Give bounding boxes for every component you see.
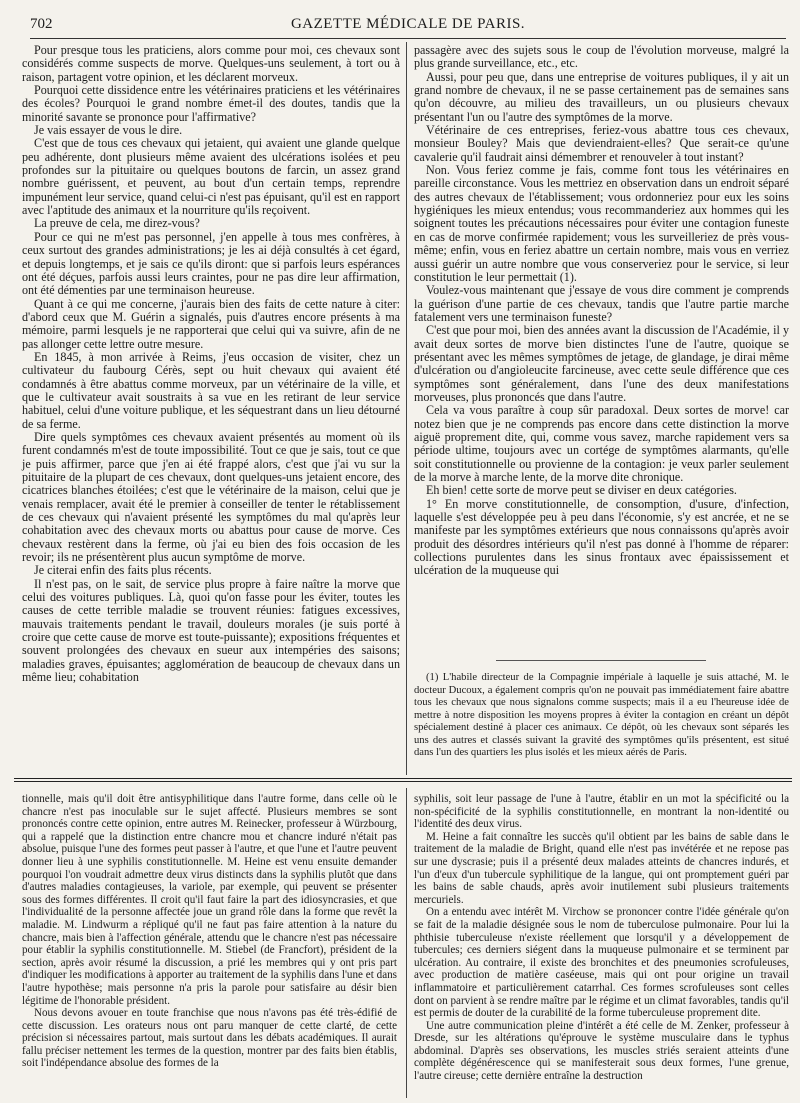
right-column bbox=[414, 44, 789, 578]
paragraph: passagère avec des sujets sous le coup de l'évolution morveuse, malgré la plus grande surveillance, etc., etc. bbox=[414, 43, 789, 71]
section-rule-bottom bbox=[14, 781, 792, 782]
paragraph: syphilis, soit leur passage de l'une à l'autre, établir en un mot la spécificité ou la non-spécificité de la syphilis constitutionnelle, en montrant la non-identité ou l'identité des deux virus. bbox=[414, 793, 789, 831]
paragraph: On a entendu avec intérêt M. Virchow se prononcer contre l'idée générale qu'on se fait de la maladie désignée sous le nom de tuberculose pulmonaire. Pour lui la phthisie tuberculeuse n'existe réellement que lorsqu'il y a développement de tubercules; ces derniers siégent dans la muqueuse pulmonaire et se terminent par ulcération. Au contraire, il existe des bronchites et des pneumonies scrofuleuses, avec production de matière caséeuse, mais qui ont pour origine un travail inflammatoire et particulièrement catarrhal. Ces formes scrofuleuses sont celles dont on parvient à se rendre maître par le régime et un climat favorables, tandis qu'il est permis de douter de la curabilité de la forme tuberculeuse proprement dite. bbox=[414, 906, 789, 1020]
running-title: GAZETTE MÉDICALE DE PARIS. bbox=[290, 16, 526, 32]
footnote-rule bbox=[496, 660, 706, 661]
paragraph: La preuve de cela, me direz-vous? bbox=[34, 216, 200, 231]
running-header bbox=[30, 14, 786, 36]
paragraph: Pour ce qui ne m'est pas personnel, j'en appelle à tous mes confrères, à ceux surtout des grandes administrations; je les ai déjà consultés à cet égard, et depuis longtemps, et je sais ce qu'ils diront: que si parfois leurs espérances ont été déçues, parfois aussi leurs craintes, pour ne pas dire leur affirmation, ont été démenties par une terminaison heureuse. bbox=[22, 229, 400, 298]
paragraph: Je vais essayer de vous le dire. bbox=[34, 123, 183, 138]
column-divider bbox=[406, 42, 407, 775]
footnote-text: (1) L'habile directeur de la Compagnie impériale à laquelle je suis attaché, M. le docteur Ducoux, a également compris qu'on ne pouvait pas immédiatement faire abattre tous les chevaux que nous signalons comme suspects; mais il a eu l'heureuse idée de mettre à notre disposition les moyens propres à éviter la contagion en créant un dépôt spécialement destiné à placer ces animaux. Ce dépôt, où les chevaux sont séparés les uns des autres et classés suivant la gravité des symptômes qu'ils présentent, est situé dans l'un des quartiers les plus isolés et les mieux aérés de Paris. bbox=[414, 672, 789, 758]
footnote bbox=[414, 672, 789, 760]
section-rule-top bbox=[14, 778, 792, 779]
paragraph: Aussi, pour peu que, dans une entreprise de voitures publiques, il y ait un grand nombre de chevaux, il ne se passe certainement pas de semaines sans qu'on découvre, au milieu des travailleurs, un ou plusieurs chevaux présentant l'un ou l'autre des symptômes de la morve. bbox=[414, 69, 789, 124]
page-number: 702 bbox=[30, 16, 53, 32]
paragraph: Pourquoi cette dissidence entre les vétérinaires praticiens et les vétérinaires des écoles? Pourquoi le grand nombre émet-il des doutes, tandis que la minorité savante se prononce pour l'affirmative? bbox=[22, 83, 400, 124]
paragraph: Il n'est pas, on le sait, de service plus propre à faire naître la morve que celui des voitures publiques. Là, quoi qu'on fasse pour les éviter, toutes les causes de cette terrible maladie se trouvent réunies: fatigues excessives, mauvais traitements pendant le travail, douleurs morales (je suis porté à croire que cette cause de morve est toute-puissante); expositions fréquentes et souvent prolongées des chevaux en sueur aux intempéries des saisons; maladies graves, épuisantes; agglomération de beaucoup de chevaux dans un même lieu; cohabitation bbox=[22, 576, 400, 685]
paragraph: Nous devons avouer en toute franchise que nous n'avons pas été très-édifié de cette discussion. Les orateurs nous ont paru manquer de cette clarté, de cette précision si nécessaires partout, mais surtout dans les débats académiques. Il aurait fallu préciser nettement les termes de la question, montrer par des faits bien établis, soit l'indépendance absolue des formes de la bbox=[22, 1007, 397, 1070]
paragraph: Je citerai enfin des faits plus récents. bbox=[34, 563, 212, 578]
paragraph: C'est que pour moi, bien des années avant la discussion de l'Académie, il y avait deux sortes de morve bien distinctes l'une de l'autre, quoique se présentant avec les mêmes symptômes de jetage, de glandage, je dirai même d'ulcération ou d'angioleucite farcineuse, avec cette seule différence que ces symptômes sont généralement, dans l'une des deux manifestations morveuses, plus prononcés que dans l'autre. bbox=[414, 323, 789, 404]
paragraph: tionnelle, mais qu'il doit être antisyphilitique dans l'autre forme, dans celle où le chancre n'est pas inoculable sur le sujet affecté. Plusieurs membres se sont prononcés contre cette opinion, entre autres M. Reinecker, professeur à Würzbourg, qui a rappelé que la distinction entre chancre mou et chancre induré n'était pas absolue, puisque l'une des formes peut passer à l'autre, et que l'une et l'autre peuvent donner lieu à une syphilis constitutionnelle. M. Heine est venu ensuite demander pourquoi l'on voudrait admettre deux virus distincts dans la syphilis plutôt que dans d'autres maladies contagieuses, la variole, par exemple, qui peuvent se présenter sous des formes différentes. Il croit qu'il faut faire la part des idiosyncrasies, et que l'individualité de la personne affectée joue un grand rôle dans la forme que revêt la maladie. M. Lindwurm a répliqué qu'il ne faut pas faire attention à la nature du chancre, mais bien à l'affection générale, attendu que le chancre n'est pas nécessaire pour établir la syphilis constitutionnelle. M. Stiebel (de Francfort), président de la section, après avoir résumé la discussion, a prié les membres qui y ont pris part d'indiquer les modifications à apporter au traitement de la syphilis dans l'une et dans l'autre hypothèse; mais personne n'a pris la parole pour satisfaire au désir bien légitime de l'honorable président. bbox=[22, 793, 397, 1007]
paragraph: Eh bien! cette sorte de morve peut se diviser en deux catégories. bbox=[426, 483, 737, 498]
left-column bbox=[22, 44, 400, 685]
paragraph: 1° En morve constitutionnelle, de consomption, d'usure, d'infection, laquelle s'est développée peu à peu dans l'économie, s'y est ancrée, et ne se manifeste par les symptômes extérieurs que nous connaissons qu'après avoir produit des désordres intérieurs qu'il n'est pas donné à l'homme de réparer: collections purulentes dans les sinus frontaux avec épaississement et ulcération de la muqueuse qui bbox=[414, 496, 789, 578]
paragraph: Quant à ce qui me concerne, j'aurais bien des faits de cette nature à citer: d'abord ceux que M. Guérin a signalés, puis d'autres encore présents à ma mémoire, parmi lesquels je ne rapporterai que celui qui va suivre, afin de ne pas allonger cette lettre outre mesure. bbox=[22, 296, 400, 351]
paragraph: Une autre communication pleine d'intérêt a été celle de M. Zenker, professeur à Dresde, sur les altérations qu'éprouve le système musculaire dans le typhus abdominal. D'après ses observations, les muscles striés seraient atteints d'une complète dégénérescence qui se manifesterait sous deux formes, l'une grenue, l'autre cireuse; cette dernière entraîne la destruction bbox=[414, 1019, 789, 1083]
bottom-left-column bbox=[22, 793, 397, 1070]
column-divider-bottom bbox=[406, 788, 407, 1098]
header-rule bbox=[30, 38, 786, 39]
paragraph: Non. Vous feriez comme je fais, comme font tous les vétérinaires en pareille circonstance. Vous les mettriez en observation dans un endroit séparé des autres chevaux de l'établissement; vous ordonneriez pour eux les soins hygiéniques les mieux entendus; vous recommanderiez aux hommes qui les soignent toutes les précautions nécessaires pour éviter une contagion funeste en cas de morve confirmée rapidement; vous les surveilleriez de près vous-même; enfin, vous en feriez abattre un certain nombre, mais vous en verriez aussi guérir un autre nombre que vous conserveriez pour le service, si leur constitution le leur permettait (1). bbox=[414, 163, 789, 284]
paragraph: Dire quels symptômes ces chevaux avaient présentés au moment où ils furent condamnés m'est de toute impossibilité. Tout ce que je sais, tout ce que je puis affirmer, parce que j'en ai été frappé alors, c'est que j'ai vu sur la pituitaire de la plupart de ces chevaux, dont quelques-uns jetaient encore, des cicatrices blanches étoilées; c'est que le vétérinaire de la maison, celui que je venais remplacer, avait été le premier à conseiller de tenter le rétablissement de ces chevaux qui n'avaient présenté les symptômes du mal qu'après leur cohabitation avec des chevaux morts ou abattus pour cause de morve. Ces chevaux restèrent dans la ferme, où j'ai eu bien des fois occasion de les revoir; ils ne présentèrent plus aucun symptôme de morve. bbox=[22, 429, 400, 565]
paragraph: Voulez-vous maintenant que j'essaye de vous dire comment je comprends la guérison d'une partie de ces chevaux, tandis que l'autre partie marche fatalement vers une terminaison funeste? bbox=[414, 283, 789, 324]
paragraph: Pour presque tous les praticiens, alors comme pour moi, ces chevaux sont considérés comme suspects de morve. Quelques-uns seulement, à tort ou à raison, partagent votre opinion, et les déclarent morveux. bbox=[22, 43, 400, 84]
paragraph: Cela va vous paraître à coup sûr paradoxal. Deux sortes de morve! car notez bien que je ne comprends pas encore dans cette distinction la morve aiguë proprement dite, qui, comme vous savez, marche rapidement vers sa période ultime, toujours avec un cortége de symptômes alarmants, qu'elle soit constitutionnelle ou provienne de la contagion: je veux parler seulement de la morve à marche lente, de la morve dite chronique. bbox=[414, 403, 789, 484]
paragraph: Vétérinaire de ces entreprises, feriez-vous abattre tous ces chevaux, monsieur Bouley? Mais que deviendraient-elles? Que serait-ce qu'une cavalerie qu'il faudrait ainsi démembrer et renouveler à tout instant? bbox=[414, 123, 789, 164]
bottom-right-column bbox=[414, 793, 789, 1083]
paragraph: M. Heine a fait connaître les succès qu'il obtient par les bains de sable dans le traitement de la maladie de Bright, quand elle n'est pas invétérée et ne repose pas sur une dyscrasie; puis il a présenté deux malades atteints de chancres indurés, et l'un d'eux d'un tubercule syphilitique de la langue, qui ont promptement guéri par les bains de sable chauds, après avoir inutilement subi plusieurs traitements mercuriels. bbox=[414, 830, 789, 906]
paragraph: En 1845, à mon arrivée à Reims, j'eus occasion de visiter, chez un cultivateur du faubourg Cérès, sept ou huit chevaux qui avaient été condamnés à être abattus comme morveux, par un vétérinaire de la ville, et que le cultivateur avait soustraits à sa vue en les retirant de leur service habituel, celui d'une voiture publique, et les séquestrant dans un lieu détourné de sa ferme. bbox=[22, 349, 400, 431]
paragraph: C'est que de tous ces chevaux qui jetaient, qui avaient une glande quelque peu adhérente, dont plusieurs même avaient des ulcérations isolées et peu profondes sur la pituitaire ou quelques boutons de farcin, un assez grand nombre guérissent, et peuvent, au bout d'un certain temps, reprendre impunément leur service, quand celui-ci n'est pas épuisant, qu'il est en rapport avec l'aptitude des animaux et la nourriture qu'ils reçoivent. bbox=[22, 136, 400, 218]
